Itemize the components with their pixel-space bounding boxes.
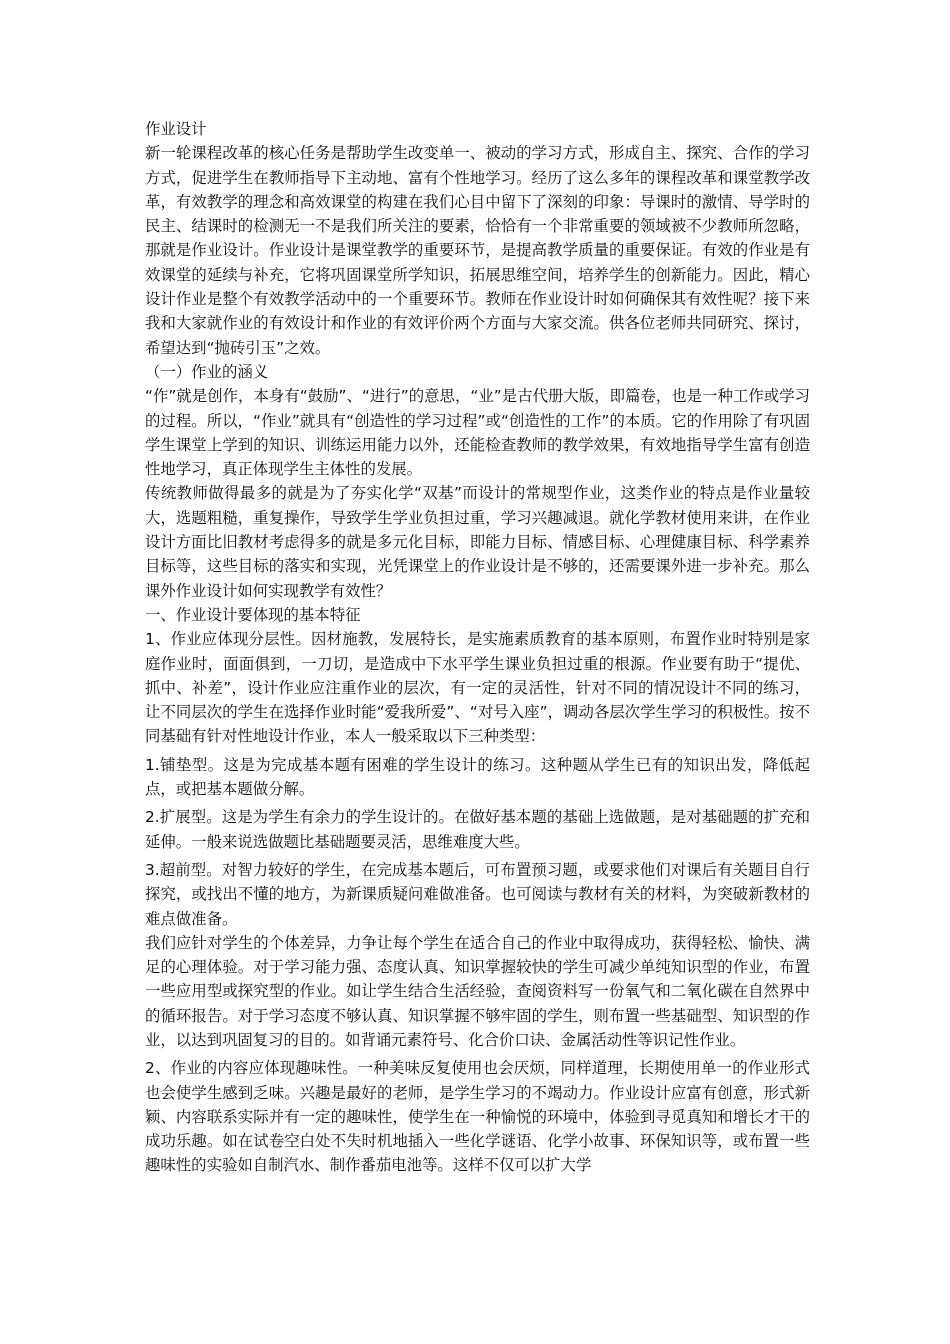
- section-heading-features: 一、作业设计要体现的基本特征: [145, 605, 361, 624]
- paragraph-intro: 新一轮课程改革的核心任务是帮助学生改变单一、被动的学习方式，形成自主、探究、合作的学习方式，促进学生在教师指导下主动地、富有个性地学习。经历了这么多年的课程改革和课堂教学改革，有效教学的理念和高效课堂的构建在我们心目中留下了深刻的印象：导课时的激情、导学时的民主、结课时的检测无一不是我们所关注的要素，恰恰有一个非常重要的领域被不少教师所忽略，那就是作业设计。作业设计是课堂教学的重要环节，是提高教学质量的重要保证。有效的作业是有效课堂的延续与补充，它将巩固课堂所学知识，拓展思维空间，培养学生的创新能力。因此，精心设计作业是整个有效教学活动中的一个重要环节。教师在作业设计时如何确保其有效性呢？接下来我和大家就作业的有效设计和作业的有效评价两个方面与大家交流。供各位老师共同研究、探讨，希望达到“抛砖引玉”之效。: [145, 144, 810, 357]
- paragraph-layered: 1、作业应体现分层性。因材施教，发展特长，是实施素质教育的基本原则，布置作业时特别是家庭作业时，面面俱到，一刀切，是造成中下水平学生课业负担过重的根源。作业要有助于“提优、抓中、补差”，设计作业应注重作业的层次，有一定的灵活性，针对不同的情况设计不同的练习，让不同层次的学生在选择作业时能“爱我所爱”、“对号入座”，调动各层次学生学习的积极性。按不同基础有针对性地设计作业，本人一般采取以下三种类型：: [145, 630, 810, 746]
- paragraph-individual-differences: 我们应针对学生的个体差异，力争让每个学生在适合自己的作业中取得成功，获得轻松、愉快、满足的心理体验。对于学习能力强、态度认真、知识掌握较快的学生可减少单纯知识型的作业，布置一些应用型或探究型的作业。如让学生结合生活经验，查阅资料写一份氧气和二氧化碳在自然界中的循环报告。对于学习态度不够认真、知识掌握不够牢固的学生，则布置一些基础型、知识型的作业，以达到巩固复习的目的。如背诵元素符号、化合价口诀、金属活动性等识记性作业。: [145, 933, 810, 1049]
- section-heading-meaning: （一）作业的涵义: [145, 362, 269, 381]
- paragraph-meaning: “作”就是创作，本身有“鼓励”、“进行”的意思，“业”是古代册大版，即篇卷，也是一种工作或学习的过程。所以，“作业”就具有“创造性的学习过程”或“创造性的工作”的本质。它的作用除了有巩固学生课堂上学到的知识、训练运用能力以外，还能检查教师的教学效果，有效地指导学生富有创造性地学习，真正体现学生主体性的发展。: [145, 387, 810, 479]
- list-item-foundation: 1.铺垫型。这是为完成基本题有困难的学生设计的练习。这种题从学生已有的知识出发，降低起点，或把基本题做分解。: [145, 755, 810, 799]
- list-item-advanced: 3.超前型。对智力较好的学生，在完成基本题后，可布置预习题，或要求他们对课后有关题目自行探究，或找出不懂的地方，为新课质疑问难做准备。也可阅读与教材有关的材料，为突破新教材的难点做准备。: [145, 860, 810, 928]
- document-body: [145, 117, 810, 1178]
- paragraph-interest: 2、作业的内容应体现趣味性。一种美味反复使用也会厌烦，同样道理，长期使用单一的作业形式也会使学生感到乏味。兴趣是最好的老师，是学生学习的不竭动力。作业设计应富有创意，形式新颖、内容联系实际并有一定的趣味性，使学生在一种愉悦的环境中，体验到寻觅真知和增长才干的成功乐趣。如在试卷空白处不失时机地插入一些化学谜语、化学小故事、环保知识等，或布置一些趣味性的实验如自制汽水、制作番茄电池等。这样不仅可以扩大学: [145, 1059, 810, 1175]
- paragraph-traditional: 传统教师做得最多的就是为了夯实化学“双基”而设计的常规型作业，这类作业的特点是作业量较大，选题粗糙，重复操作，导致学生学业负担过重，学习兴趣减退。就化学教材使用来讲，在作业设计方面比旧教材考虑得多的就是多元化目标，即能力目标、情感目标、心理健康目标、科学素养目标等，这些目标的落实和实现，光凭课堂上的作业设计是不够的，还需要课外进一步补充。那么课外作业设计如何实现教学有效性？: [145, 484, 810, 600]
- document-title: 作业设计: [145, 120, 207, 138]
- list-item-extension: 2.扩展型。这是为学生有余力的学生设计的。在做好基本题的基础上选做题，是对基础题的扩充和延伸。一般来说选做题比基础题要灵活，思维难度大些。: [145, 808, 810, 851]
